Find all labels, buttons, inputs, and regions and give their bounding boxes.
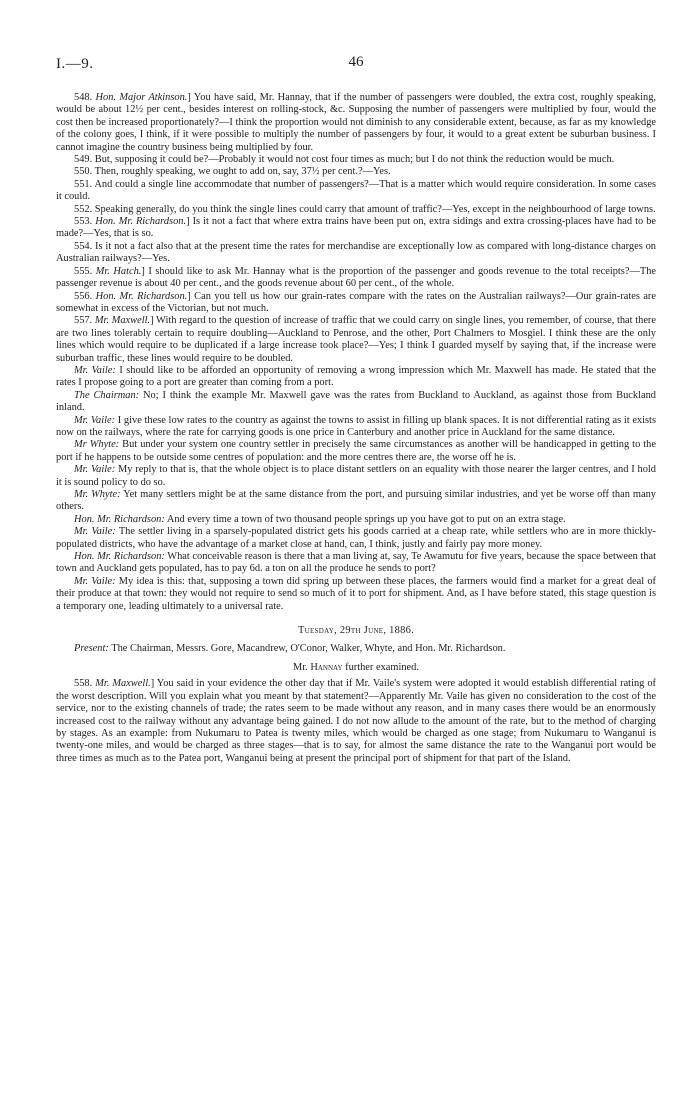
present-line xyxy=(56,643,656,655)
page-number: 46 xyxy=(348,54,364,70)
evidence-paragraph: Mr. Vaile: The settler living in a sparsely-populated district gets his goods carried at a cheap rate, while settlers who are in more thickly-populated districts, who have the advantage of a market close at hand, can, I think, justly and fairly pay more money. xyxy=(56,526,656,550)
evidence-paragraph: Hon. Mr. Richardson: And every time a town of two thousand people springs up you have got to put on an extra stage. xyxy=(74,513,566,525)
evidence-paragraph: 551. And could a single line accommodate that number of passengers?—That is a matter which would require consideration. In some cases it could. xyxy=(56,178,656,203)
evidence-paragraph: 553. Hon. Mr. Richardson.] Is it not a fact that where extra trains have been put on, extra sidings and extra crossing-places have had to be made?—Yes, that is so. xyxy=(56,216,657,240)
evidence-paragraph: 554. Is it not a fact also that at the present time the rates for merchandise are exceptionally low as compared with long-distance charges on Australian railways?—Yes. xyxy=(56,240,656,265)
evidence-paragraph: Hon. Mr. Richardson: What conceivable reason is there that a man living at, say, Te Awamutu for five years, because the space between that town and Auckland gets populated, has to pay 6d. a ton on all the produce he sends to port? xyxy=(56,551,656,575)
witness-suffix: further examined. xyxy=(345,661,419,673)
evidence-paragraph: The Chairman: No; I think the example Mr. Maxwell gave was the rates from Buckland to Auckland, as against those from Buckland inland. xyxy=(56,389,656,414)
evidence-paragraph: 555. Mr. Hatch.] I should like to ask Mr. Hannay what is the proportion of the passenger and goods revenue to the total receipts?—The passenger revenue is about 40 per cent., and the goods revenue about 60 per cent., of the whole. xyxy=(56,265,657,290)
date-heading: Tuesday, 29th June, 1886. xyxy=(297,625,415,637)
witness-name: Hannay xyxy=(310,661,343,673)
report-reference: I.—9. xyxy=(56,56,94,72)
evidence-paragraph: Mr. Vaile: I give these low rates to the country as against the towns to assist in filling up blank spaces. It is not differential rating as it exists now on the railways, where the rate for carrying goods is one price in Canterbury and another price in Auckland for the same distance. xyxy=(56,414,656,438)
evidence-paragraph: 552. Speaking generally, do you think the single lines could carry that amount of traffic?—Yes, except in the neighbourhood of large towns. xyxy=(74,203,656,215)
evidence-paragraph: 556. Hon. Mr. Richardson.] Can you tell us how our grain-rates compare with the rates on the Australian railways?—Our grain-rates are somewhat in excess of the Victorian, but not much. xyxy=(56,290,657,314)
present-label: Present: xyxy=(74,643,109,655)
evidence-paragraph: 550. Then, roughly speaking, we ought to add on, say, 37½ per cent.?—Yes. xyxy=(74,166,391,178)
evidence-paragraph: 558. Mr. Maxwell.] You said in your evidence the other day that if Mr. Vaile's system were adopted it would establish differential rating of the worst description. Will you explain what you meant by that statement?—Apparently Mr. Vaile has given no consideration to the cost of the service, nor to the existing channels of trade; the rates seem to be made without any reason, and in many cases there would be an enormously increased cost to the railway without any advantage being gained. I do not now allude to the amount of the rate, but to the method of charging by stages. As an example: from Nukumaru to Patea is twenty miles, which would be charged as one stage; from Nukumaru to Wanganui is twenty-one miles, and would be charged as three stages—that is to say, for almost the same distance the rate to the Wanganui port would be three times as much as to the Patea port, Wanganui being at present the principal port of shipment for that part of the Island. xyxy=(56,678,657,764)
witness-prefix: Mr. xyxy=(293,661,308,673)
evidence-section-two xyxy=(56,678,656,765)
evidence-section-one xyxy=(56,92,656,613)
evidence-paragraph: Mr. Vaile: My idea is this: that, supposing a town did spring up between these places, the farmers would find a market for a great deal of their produce at that town: they would not require to send so much of it to port for shipment. And, as I have before stated, this stage question is a temporary one, leading ultimately to a universal rate. xyxy=(56,575,656,612)
evidence-paragraph: Mr. Vaile: My reply to that is, that the whole object is to place distant settlers on an equality with those nearer the larger centres, and I hold it is sound policy to do so. xyxy=(56,464,656,488)
evidence-paragraph: Mr. Whyte: Yet many settlers might be at the same distance from the port, and pursuing similar industries, and yet be worse off than many others. xyxy=(56,489,656,513)
evidence-paragraph: Mr Whyte: But under your system one country settler in precisely the same circumstances as another will be handicapped in getting to the port if he happens to be outside some centres of population: and the more centres there are, the worse off he is. xyxy=(56,439,656,463)
evidence-paragraph: 548. Hon. Major Atkinson.] You have said, Mr. Hannay, that if the number of passengers were doubled, the extra cost, roughly speaking, would be about 12½ per cent., besides interest on rolling-stock, &c. Supposing the number of passengers were multiplied by four, would the cost then be increased proportionately?—I think the proportion would not diminish to any considerable extent, because, as far as my knowledge of the colony goes, I think, if it were possible to multiply the number of passengers by four, it would to a great extent be suburban business. I cannot imagine the country business being multiplied by four. xyxy=(56,92,657,153)
evidence-paragraph: 549. But, supposing it could be?—Probably it would not cost four times as much; but I do not think the reduction would be much. xyxy=(74,154,615,166)
evidence-paragraph: Mr. Vaile: I should like to be afforded an opportunity of removing a wrong impression which Mr. Maxwell has made. He stated that the rates I propose going to a port are greater than coming from a port. xyxy=(56,364,656,389)
present-members: The Chairman, Messrs. Gore, Macandrew, O'Conor, Walker, Whyte, and Hon. Mr. Richardson. xyxy=(111,643,506,655)
page-header xyxy=(56,52,656,92)
evidence-paragraph: 557. Mr. Maxwell.] With regard to the question of increase of traffic that we could carry on single lines, you remember, of course, that there are two lines tolerably certain to require doubling—Auckland to Penrose, and the other, Port Chalmers to Mosgiel. I think these are the only lines which would require to be duplicated if a large increase took place?—Yes; I think I guarded myself by saying that, if the increase were suburban traffic, these lines would require to be doubled. xyxy=(56,315,657,364)
witness-heading xyxy=(56,662,656,674)
